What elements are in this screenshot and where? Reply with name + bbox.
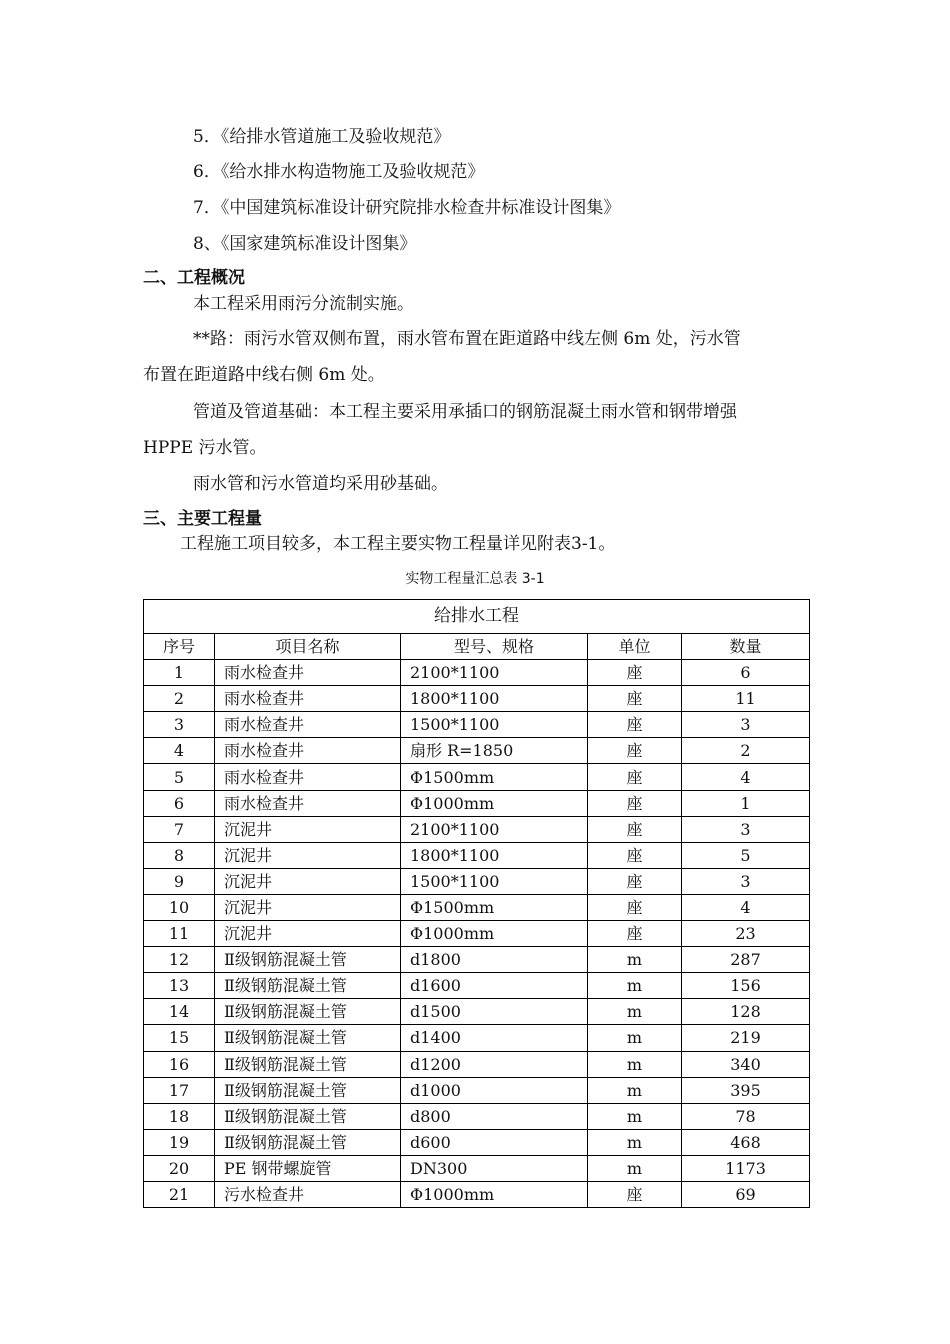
- row-number-cell: 21: [144, 1181, 215, 1207]
- unit-cell: m: [588, 1025, 682, 1051]
- item-name-cell: 沉泥井: [215, 842, 401, 868]
- row-number-cell: 17: [144, 1077, 215, 1103]
- quantity-cell: 4: [682, 764, 810, 790]
- unit-cell: 座: [588, 738, 682, 764]
- table-body: [144, 660, 810, 1208]
- reference-item: 7．《中国建筑标准设计研究院排水检查井标准设计图集》: [193, 198, 621, 218]
- quantity-cell: 69: [682, 1181, 810, 1207]
- spec-cell: d800: [401, 1103, 588, 1129]
- table-caption: 实物工程量汇总表 3-1: [405, 571, 545, 587]
- paragraph: 工程施工项目较多，本工程主要实物工程量详见附表3-1。: [180, 534, 616, 554]
- row-number-cell: 3: [144, 712, 215, 738]
- unit-cell: 座: [588, 816, 682, 842]
- item-name-cell: Ⅱ级钢筋混凝土管: [215, 999, 401, 1025]
- paragraph: HPPE 污水管。: [143, 438, 267, 458]
- unit-cell: 座: [588, 790, 682, 816]
- unit-cell: 座: [588, 686, 682, 712]
- item-name-cell: 雨水检查井: [215, 790, 401, 816]
- table-row: [144, 816, 810, 842]
- item-name-cell: Ⅱ级钢筋混凝土管: [215, 1129, 401, 1155]
- section-heading: 二、工程概况: [143, 268, 245, 288]
- table-row: [144, 1103, 810, 1129]
- table-row: [144, 686, 810, 712]
- row-number-cell: 4: [144, 738, 215, 764]
- unit-cell: 座: [588, 764, 682, 790]
- quantity-cell: 3: [682, 712, 810, 738]
- unit-cell: m: [588, 1103, 682, 1129]
- paragraph: 管道及管道基础：本工程主要采用承插口的钢筋混凝土雨水管和钢带增强: [193, 402, 737, 422]
- spec-cell: 扇形 R=1850: [401, 738, 588, 764]
- table-row: [144, 921, 810, 947]
- spec-cell: d1800: [401, 947, 588, 973]
- unit-cell: m: [588, 1129, 682, 1155]
- table-row: [144, 1181, 810, 1207]
- row-number-cell: 7: [144, 816, 215, 842]
- table-row: [144, 1077, 810, 1103]
- table-header-row: [144, 634, 810, 660]
- unit-cell: m: [588, 947, 682, 973]
- item-name-cell: Ⅱ级钢筋混凝土管: [215, 1025, 401, 1051]
- quantity-cell: 2: [682, 738, 810, 764]
- unit-cell: m: [588, 1155, 682, 1181]
- quantity-cell: 468: [682, 1129, 810, 1155]
- item-name-cell: 雨水检查井: [215, 660, 401, 686]
- section-heading: 三、主要工程量: [143, 509, 262, 529]
- reference-item: 6．《给水排水构造物施工及验收规范》: [193, 162, 485, 182]
- row-number-cell: 15: [144, 1025, 215, 1051]
- row-number-cell: 11: [144, 921, 215, 947]
- quantity-cell: 128: [682, 999, 810, 1025]
- table-row: [144, 868, 810, 894]
- table-row: [144, 947, 810, 973]
- item-name-cell: Ⅱ级钢筋混凝土管: [215, 947, 401, 973]
- unit-cell: m: [588, 1077, 682, 1103]
- spec-cell: 1500*1100: [401, 868, 588, 894]
- quantity-cell: 219: [682, 1025, 810, 1051]
- paragraph: **路：雨污水管双侧布置，雨水管布置在距道路中线左侧 6m 处，污水管: [193, 329, 741, 349]
- unit-cell: 座: [588, 842, 682, 868]
- table-row: [144, 1129, 810, 1155]
- quantity-cell: 4: [682, 894, 810, 920]
- paragraph: 雨水管和污水管道均采用砂基础。: [193, 474, 448, 494]
- item-name-cell: 雨水检查井: [215, 712, 401, 738]
- row-number-cell: 1: [144, 660, 215, 686]
- table-row: [144, 842, 810, 868]
- table-row: [144, 764, 810, 790]
- quantity-cell: 3: [682, 816, 810, 842]
- column-header: 序号: [144, 634, 215, 660]
- table-row: [144, 1155, 810, 1181]
- spec-cell: Φ1000mm: [401, 921, 588, 947]
- item-name-cell: PE 钢带螺旋管: [215, 1155, 401, 1181]
- spec-cell: d1600: [401, 973, 588, 999]
- unit-cell: m: [588, 973, 682, 999]
- unit-cell: 座: [588, 1181, 682, 1207]
- spec-cell: d1200: [401, 1051, 588, 1077]
- table-row: [144, 1051, 810, 1077]
- spec-cell: 1800*1100: [401, 686, 588, 712]
- paragraph: 布置在距道路中线右侧 6m 处。: [143, 365, 385, 385]
- quantity-cell: 156: [682, 973, 810, 999]
- table-title: 给排水工程: [144, 600, 810, 634]
- quantity-cell: 340: [682, 1051, 810, 1077]
- column-header: 型号、规格: [401, 634, 588, 660]
- quantity-cell: 5: [682, 842, 810, 868]
- column-header: 单位: [588, 634, 682, 660]
- row-number-cell: 14: [144, 999, 215, 1025]
- quantity-cell: 1: [682, 790, 810, 816]
- table-row: [144, 999, 810, 1025]
- item-name-cell: 沉泥井: [215, 816, 401, 842]
- row-number-cell: 8: [144, 842, 215, 868]
- item-name-cell: 雨水检查井: [215, 738, 401, 764]
- spec-cell: 1500*1100: [401, 712, 588, 738]
- item-name-cell: Ⅱ级钢筋混凝土管: [215, 1077, 401, 1103]
- reference-item: 8、《国家建筑标准设计图集》: [193, 234, 417, 254]
- spec-cell: d1500: [401, 999, 588, 1025]
- row-number-cell: 16: [144, 1051, 215, 1077]
- item-name-cell: 雨水检查井: [215, 764, 401, 790]
- quantity-cell: 78: [682, 1103, 810, 1129]
- column-header: 项目名称: [215, 634, 401, 660]
- quantity-cell: 287: [682, 947, 810, 973]
- item-name-cell: Ⅱ级钢筋混凝土管: [215, 1051, 401, 1077]
- spec-cell: Φ1500mm: [401, 894, 588, 920]
- quantity-cell: 11: [682, 686, 810, 712]
- table-row: [144, 712, 810, 738]
- table-row: [144, 1025, 810, 1051]
- unit-cell: m: [588, 1051, 682, 1077]
- item-name-cell: Ⅱ级钢筋混凝土管: [215, 973, 401, 999]
- row-number-cell: 12: [144, 947, 215, 973]
- spec-cell: Φ1000mm: [401, 790, 588, 816]
- unit-cell: 座: [588, 712, 682, 738]
- quantity-table: [143, 599, 810, 1208]
- row-number-cell: 6: [144, 790, 215, 816]
- row-number-cell: 5: [144, 764, 215, 790]
- item-name-cell: 雨水检查井: [215, 686, 401, 712]
- unit-cell: 座: [588, 894, 682, 920]
- column-header: 数量: [682, 634, 810, 660]
- spec-cell: 1800*1100: [401, 842, 588, 868]
- item-name-cell: 沉泥井: [215, 894, 401, 920]
- quantity-cell: 23: [682, 921, 810, 947]
- table-row: [144, 894, 810, 920]
- spec-cell: Φ1500mm: [401, 764, 588, 790]
- unit-cell: 座: [588, 921, 682, 947]
- item-name-cell: 沉泥井: [215, 868, 401, 894]
- row-number-cell: 10: [144, 894, 215, 920]
- spec-cell: 2100*1100: [401, 816, 588, 842]
- table-row: [144, 790, 810, 816]
- paragraph: 本工程采用雨污分流制实施。: [193, 294, 414, 314]
- unit-cell: m: [588, 999, 682, 1025]
- quantity-cell: 1173: [682, 1155, 810, 1181]
- item-name-cell: Ⅱ级钢筋混凝土管: [215, 1103, 401, 1129]
- spec-cell: 2100*1100: [401, 660, 588, 686]
- reference-item: 5．《给排水管道施工及验收规范》: [193, 127, 451, 147]
- spec-cell: d600: [401, 1129, 588, 1155]
- table-row: [144, 660, 810, 686]
- spec-cell: DN300: [401, 1155, 588, 1181]
- spec-cell: d1400: [401, 1025, 588, 1051]
- table-row: [144, 738, 810, 764]
- quantity-cell: 6: [682, 660, 810, 686]
- row-number-cell: 13: [144, 973, 215, 999]
- table-row: [144, 973, 810, 999]
- spec-cell: Φ1000mm: [401, 1181, 588, 1207]
- item-name-cell: 污水检查井: [215, 1181, 401, 1207]
- row-number-cell: 19: [144, 1129, 215, 1155]
- quantity-cell: 3: [682, 868, 810, 894]
- row-number-cell: 9: [144, 868, 215, 894]
- quantity-cell: 395: [682, 1077, 810, 1103]
- row-number-cell: 18: [144, 1103, 215, 1129]
- item-name-cell: 沉泥井: [215, 921, 401, 947]
- unit-cell: 座: [588, 868, 682, 894]
- spec-cell: d1000: [401, 1077, 588, 1103]
- unit-cell: 座: [588, 660, 682, 686]
- row-number-cell: 2: [144, 686, 215, 712]
- row-number-cell: 20: [144, 1155, 215, 1181]
